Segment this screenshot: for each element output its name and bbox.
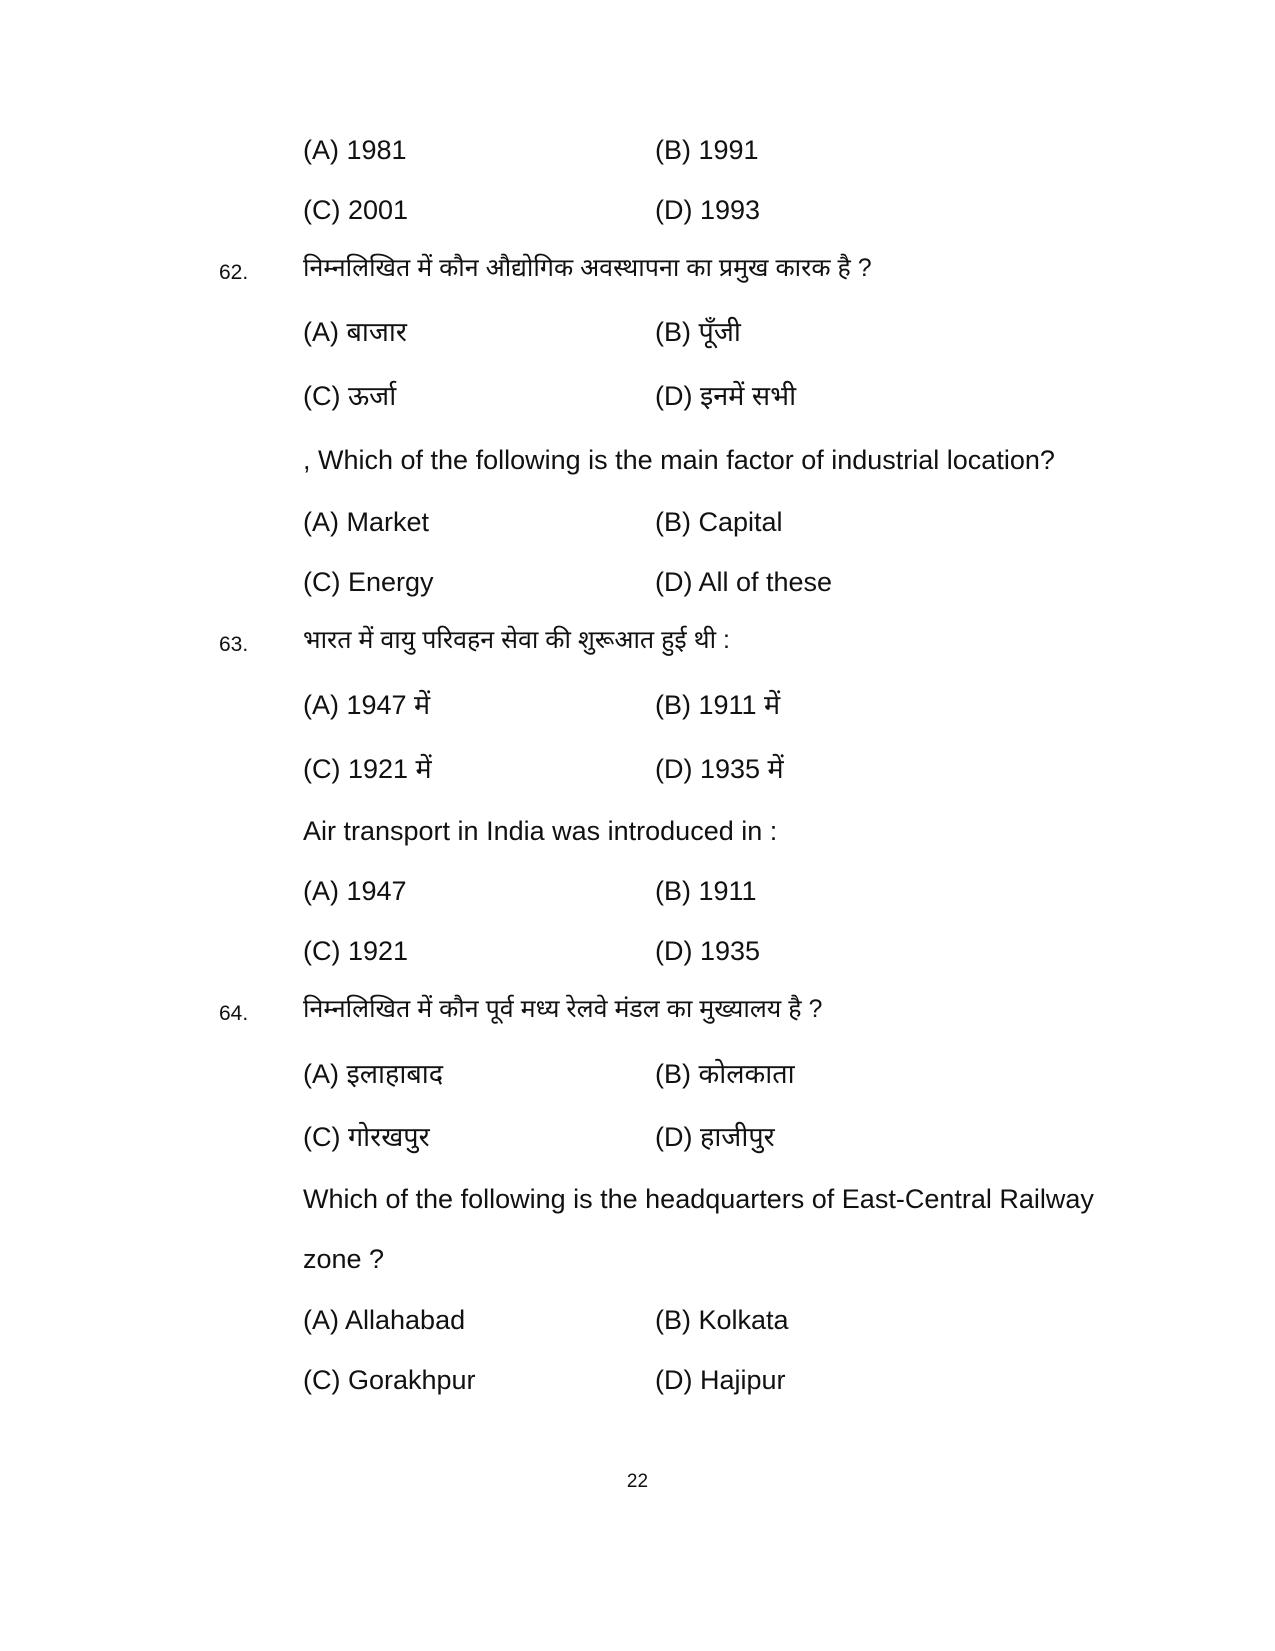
q63-english-option-c: (C) 1921 [303, 936, 409, 966]
q63-hindi-question: भारत में वायु परिवहन सेवा की शुरूआत हुई थी : [303, 626, 730, 654]
q64-english-question-line2: zone ? [303, 1244, 385, 1274]
q63-hindi-option-d: (D) 1935 में [655, 754, 784, 784]
q63-english-option-b: (B) 1911 [655, 876, 757, 906]
q63-hindi-option-c: (C) 1921 में [303, 754, 432, 784]
q64-hindi-option-b: (B) कोलकाता [655, 1059, 795, 1089]
q61-option-b: (B) 1991 [655, 135, 759, 165]
q62-hindi-option-a: (A) बाजार [303, 317, 407, 347]
q63-hindi-option-b: (B) 1911 में [655, 690, 781, 720]
q62-hindi-option-b: (B) पूँजी [655, 317, 741, 347]
q64-english-question-line1: Which of the following is the headquarters of East-Central Railway [303, 1184, 1094, 1214]
q63-english-question: Air transport in India was introduced in : [303, 816, 778, 846]
q62-hindi-option-c: (C) ऊर्जा [303, 381, 397, 411]
q62-hindi-option-d: (D) इनमें सभी [655, 381, 797, 411]
q63-number: 63. [219, 633, 249, 656]
q63-english-option-a: (A) 1947 [303, 876, 407, 906]
q62-english-option-b: (B) Capital [655, 507, 783, 537]
q62-english-option-c: (C) Energy [303, 567, 434, 597]
q64-hindi-option-d: (D) हाजीपुर [655, 1122, 775, 1152]
q64-hindi-option-a: (A) इलाहाबाद [303, 1059, 444, 1089]
q61-option-c: (C) 2001 [303, 195, 409, 225]
q62-english-question: , Which of the following is the main factor of industrial location? [303, 445, 1055, 475]
q64-number: 64. [219, 1002, 249, 1025]
page-number: 22 [626, 1471, 649, 1492]
q63-hindi-option-a: (A) 1947 में [303, 690, 431, 720]
q62-english-option-d: (D) All of these [655, 567, 833, 597]
q64-english-option-b: (B) Kolkata [655, 1305, 789, 1335]
q64-english-option-a: (A) Allahabad [303, 1305, 466, 1335]
q63-english-option-d: (D) 1935 [655, 936, 761, 966]
q64-hindi-question: निम्नलिखित में कौन पूर्व मध्य रेलवे मंडल का मुख्यालय है ? [303, 995, 823, 1023]
q64-english-option-c: (C) Gorakhpur [303, 1365, 476, 1395]
q62-hindi-question: निम्नलिखित में कौन औद्योगिक अवस्थापना का प्रमुख कारक है ? [303, 254, 872, 282]
q62-number: 62. [219, 261, 249, 284]
q61-option-a: (A) 1981 [303, 135, 407, 165]
q64-hindi-option-c: (C) गोरखपुर [303, 1122, 430, 1152]
q64-english-option-d: (D) Hajipur [655, 1365, 786, 1395]
q62-english-option-a: (A) Market [303, 507, 430, 537]
q61-option-d: (D) 1993 [655, 195, 761, 225]
